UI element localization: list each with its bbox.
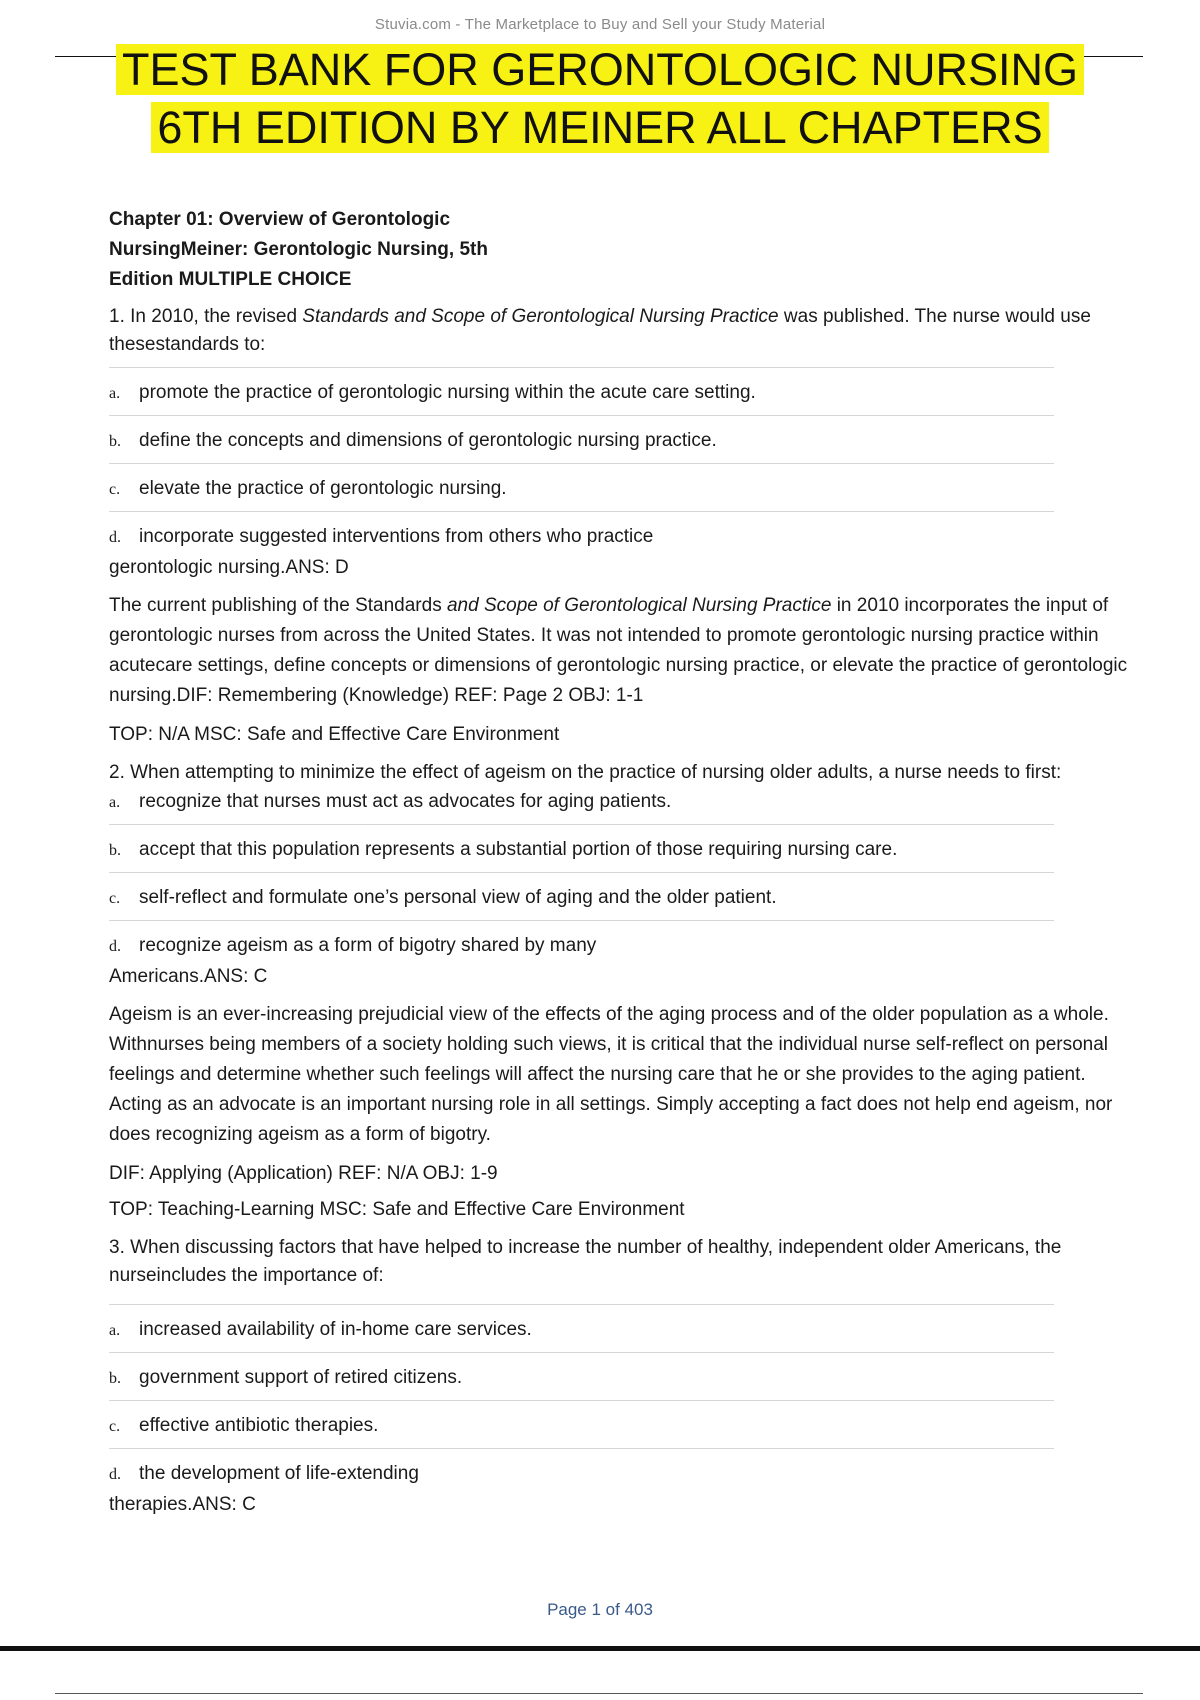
option-letter: b. bbox=[109, 1370, 121, 1387]
option-b bbox=[109, 1352, 1054, 1400]
option-d bbox=[109, 511, 1054, 553]
title-line-1: TEST BANK FOR GERONTOLOGIC NURSING bbox=[116, 44, 1084, 95]
heading-line: Edition MULTIPLE CHOICE bbox=[109, 269, 352, 290]
option-letter: a. bbox=[109, 385, 121, 402]
question-3 bbox=[109, 1234, 1139, 1520]
rationale-text: in 2010 incorporates the input of gerontologic nurses from across the United States. It was not intended to promote gerontologic nursing practice within acutecare settings, define concepts or dimensions of gerontologic nursing practice, or elevate the practice of gerontologic nursing.DIF: Remembering (Knowledge) REF: Page 2 OBJ: 1-1 bbox=[109, 595, 1128, 706]
rationale-italic: and Scope of Gerontological Nursing Practice bbox=[446, 595, 832, 616]
option-letter: d. bbox=[109, 1466, 121, 1483]
option-text: recognize ageism as a form of bigotry shared by many bbox=[139, 935, 597, 956]
question-stem: 3. When discussing factors that have helped to increase the number of healthy, independent older Americans, the nurseincludes the importance of: bbox=[109, 1237, 1062, 1286]
options-list bbox=[109, 367, 1139, 553]
stem-text: 1. In 2010, the revised bbox=[109, 306, 303, 327]
answer-line: gerontologic nursing.ANS: D bbox=[109, 557, 349, 578]
option-d bbox=[109, 920, 1054, 962]
option-letter: c. bbox=[109, 1418, 121, 1435]
document-title bbox=[0, 41, 1200, 157]
question-stem: 2. When attempting to minimize the effect of ageism on the practice of nursing older adults, a nurse needs to first: bbox=[109, 762, 1062, 783]
stem-text: was published. The nurse would use thesestandards to: bbox=[109, 306, 1091, 355]
question-meta: TOP: N/A MSC: Safe and Effective Care Environment bbox=[109, 724, 560, 745]
stem-italic: Standards and Scope of Gerontological Nursing Practice bbox=[302, 306, 779, 327]
option-text: elevate the practice of gerontologic nursing. bbox=[139, 478, 507, 499]
rationale bbox=[109, 591, 1139, 711]
option-b bbox=[109, 415, 1054, 463]
option-text: the development of life-extending bbox=[139, 1463, 419, 1484]
answer-line: Americans.ANS: C bbox=[109, 966, 268, 987]
question-meta: TOP: Teaching-Learning MSC: Safe and Effective Care Environment bbox=[109, 1199, 685, 1220]
heading-line: NursingMeiner: Gerontologic Nursing, 5th bbox=[109, 239, 488, 260]
option-letter: d. bbox=[109, 529, 121, 546]
question-meta: DIF: Applying (Application) REF: N/A OBJ: 1-9 bbox=[109, 1163, 498, 1184]
option-text: define the concepts and dimensions of gerontologic nursing practice. bbox=[139, 430, 717, 451]
option-letter: d. bbox=[109, 938, 121, 955]
title-line-2: 6TH EDITION BY MEINER ALL CHAPTERS bbox=[151, 102, 1048, 153]
option-text: promote the practice of gerontologic nursing within the acute care setting. bbox=[139, 382, 756, 403]
option-text: increased availability of in-home care services. bbox=[139, 1319, 532, 1340]
option-c bbox=[109, 872, 1054, 920]
rationale: Ageism is an ever-increasing prejudicial view of the effects of the aging process and of the older population as a whole. Withnurses being members of a society holding such views, it is critical that the individual nurse self-reflect on personal feelings and determine whether such feelings will affect the nursing care that he or she provides to the aging patient. Acting as an advocate is an important nursing role in all settings. Simply accepting a fact does not help end ageism, nor does recognizing ageism as a form of bigotry. bbox=[109, 1004, 1113, 1145]
option-a bbox=[109, 1304, 1054, 1352]
answer-line: therapies.ANS: C bbox=[109, 1494, 256, 1515]
heading-line: Chapter 01: Overview of Gerontologic bbox=[109, 209, 451, 230]
options-list bbox=[109, 1304, 1139, 1490]
option-b bbox=[109, 824, 1054, 872]
question-stem bbox=[109, 303, 1139, 359]
option-c bbox=[109, 463, 1054, 511]
option-c bbox=[109, 1400, 1054, 1448]
option-letter: b. bbox=[109, 433, 121, 450]
option-text: accept that this population represents a substantial portion of those requiring nursing care. bbox=[139, 839, 898, 860]
option-text: self-reflect and formulate one’s personal view of aging and the older patient. bbox=[139, 887, 777, 908]
question-1 bbox=[109, 303, 1139, 751]
option-text: incorporate suggested interventions from others who practice bbox=[139, 526, 654, 547]
option-letter: a. bbox=[109, 794, 121, 811]
option-a bbox=[109, 787, 1054, 824]
option-letter: a. bbox=[109, 1322, 121, 1339]
options-list bbox=[109, 787, 1139, 962]
option-text: government support of retired citizens. bbox=[139, 1367, 463, 1388]
option-d bbox=[109, 1448, 1054, 1490]
footer-rule-thin bbox=[55, 1693, 1143, 1694]
option-letter: c. bbox=[109, 890, 121, 907]
chapter-heading bbox=[109, 205, 1139, 295]
document-body bbox=[109, 205, 1139, 1520]
option-text: effective antibiotic therapies. bbox=[139, 1415, 379, 1436]
page-number: Page 1 of 403 bbox=[547, 1600, 653, 1619]
option-a bbox=[109, 367, 1054, 415]
watermark-text: Stuvia.com - The Marketplace to Buy and Sell your Study Material bbox=[374, 16, 826, 33]
option-letter: b. bbox=[109, 842, 121, 859]
rationale-text: The current publishing of the Standards bbox=[109, 595, 447, 616]
option-text: recognize that nurses must act as advocates for aging patients. bbox=[139, 791, 672, 812]
question-2 bbox=[109, 759, 1139, 1226]
option-letter: c. bbox=[109, 481, 121, 498]
footer-rule-thick bbox=[0, 1646, 1200, 1651]
